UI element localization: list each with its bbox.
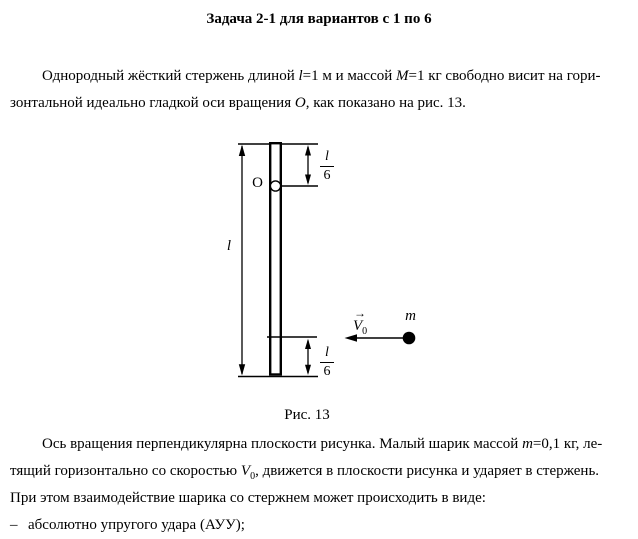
- top-sixth-arrowhead-up: [305, 145, 311, 156]
- text-run: При этом взаимодействие шарика со стержнем может происходить в виде:: [10, 490, 486, 506]
- mass-label: m: [405, 308, 416, 324]
- fraction-denominator: 6: [323, 364, 331, 379]
- paragraph-intro: [10, 63, 620, 117]
- ball: [403, 332, 416, 345]
- subscript: 0: [250, 471, 256, 482]
- text-line: [10, 90, 620, 117]
- text-run: зонтальной идеально гладкой оси вращения: [10, 95, 295, 111]
- list-item-text: абсолютно упругого удара (АУУ);: [28, 517, 245, 533]
- text-run: =1 кг свободно висит на гори-: [408, 68, 601, 84]
- bottom-sixth-arrowhead-up: [305, 339, 311, 349]
- fraction-l-over-6-bottom: [320, 343, 334, 380]
- variable-symbol: V: [240, 463, 251, 479]
- bottom-sixth-arrowhead-down: [305, 365, 311, 375]
- text-run: , движется в плоскости рисунка и ударяет в стержень.: [255, 463, 600, 479]
- text-run: Ось вращения перпендикулярна плоскости рисунка. Малый шарик массой: [42, 436, 523, 452]
- paragraph-conditions: [10, 431, 620, 512]
- fraction-numerator: l: [320, 147, 334, 167]
- pivot-axis-circle: [270, 181, 280, 191]
- figure-caption: Рис. 13: [284, 407, 330, 423]
- variable-symbol: M: [396, 68, 409, 84]
- velocity-subscript: 0: [362, 326, 368, 337]
- variable-symbol: О: [294, 95, 306, 111]
- text-run: Однородный жёсткий стержень длиной: [42, 68, 299, 84]
- length-dimension-arrowhead-up: [239, 145, 245, 156]
- velocity-symbol: V: [353, 318, 363, 334]
- text-run: тящий горизонтально со скоростью: [10, 463, 241, 479]
- text-run: =1 м и массой: [302, 68, 397, 84]
- fraction-l-over-6-top: [320, 147, 334, 184]
- list-item-elastic-impact: [10, 512, 620, 539]
- variable-symbol: l: [298, 68, 303, 84]
- text-line: [10, 458, 620, 485]
- text-line: [10, 63, 620, 90]
- text-run: =0,1 кг, ле-: [532, 436, 603, 452]
- vector-arrow-icon: →: [354, 306, 366, 320]
- length-label: l: [226, 238, 232, 254]
- top-sixth-arrowhead-down: [305, 175, 311, 186]
- text-line: [10, 485, 620, 512]
- fraction-denominator: 6: [323, 168, 331, 183]
- velocity-arrowhead-left: [345, 334, 358, 342]
- pivot-label: О: [252, 175, 263, 191]
- text-run: , как показано на рис. 13.: [305, 95, 466, 111]
- figure-rod-diagram: [170, 135, 470, 425]
- variable-symbol: m: [522, 436, 533, 452]
- velocity-label: [353, 306, 368, 337]
- rod: [270, 143, 281, 374]
- page-title: Задача 2-1 для вариантов с 1 по 6: [206, 11, 432, 27]
- length-dimension-arrowhead-down: [239, 364, 245, 375]
- list-dash-marker: –: [10, 517, 18, 533]
- fraction-numerator: l: [320, 343, 334, 363]
- text-line: [10, 431, 620, 458]
